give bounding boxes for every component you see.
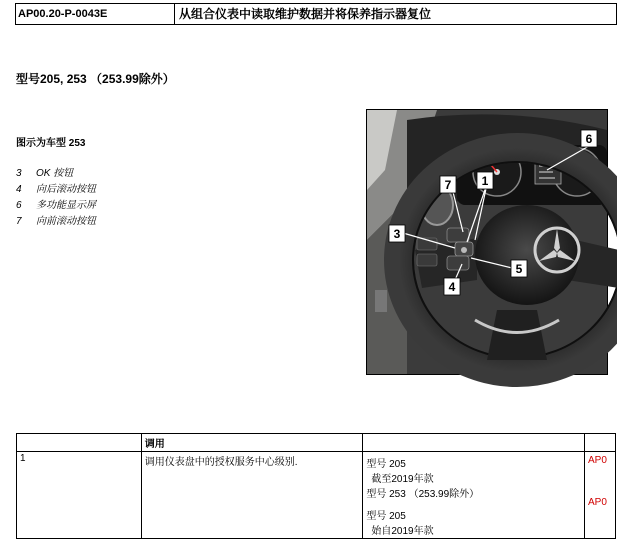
callout-5-number: 5	[515, 262, 523, 276]
model-note: 截至2019年款	[371, 474, 434, 485]
table-header-cell: 调用	[141, 434, 363, 452]
steering-wheel-photo	[366, 109, 608, 375]
document-header	[15, 3, 617, 25]
reference-link[interactable]: AP0	[587, 497, 607, 508]
document-code: AP00.20-P-0043E	[16, 4, 175, 24]
table-header-cell	[363, 434, 585, 452]
legend-number: 7	[16, 216, 22, 227]
document-title: 从组合仪表中读取维护数据并将保养指示器复位	[179, 7, 432, 21]
legend-item	[16, 166, 96, 182]
callout-6	[581, 130, 597, 147]
table-header-cell	[584, 434, 615, 452]
legend-text: OK 按钮	[36, 168, 74, 179]
legend-text: 向前滚动按钮	[36, 216, 96, 227]
callout-7	[440, 176, 456, 193]
table-row	[17, 452, 616, 539]
legend-item	[16, 198, 96, 214]
steering-wheel-illustration	[367, 110, 607, 374]
callout-5	[511, 260, 527, 277]
table-header-cell	[17, 434, 142, 452]
model-note: 始自2019年款	[371, 526, 434, 537]
step-references	[584, 452, 615, 539]
callout-4	[444, 278, 460, 295]
step-number: 1	[17, 452, 142, 539]
legend-number: 3	[16, 168, 22, 179]
table-header-row	[17, 434, 616, 452]
model-applicability: 型号205, 253 （253.99除外）	[16, 72, 175, 86]
procedure-table	[16, 433, 616, 539]
callout-3-number: 3	[393, 227, 401, 241]
figure-legend	[16, 166, 96, 230]
model-line: 型号 205	[366, 459, 406, 470]
callout-6-number: 6	[585, 132, 593, 146]
callout-4-number: 4	[448, 280, 456, 294]
reference-link[interactable]: AP0	[587, 455, 607, 466]
model-line: 型号 253 （253.99除外）	[366, 489, 480, 500]
model-line: 型号 205	[366, 511, 406, 522]
step-models	[363, 452, 585, 539]
callout-1-number: 1	[481, 174, 489, 188]
callout-7-number: 7	[444, 178, 452, 192]
step-action: 调用仪表盘中的授权服务中心级别.	[141, 452, 363, 539]
legend-number: 4	[16, 184, 22, 195]
legend-item	[16, 182, 96, 198]
figure-caption: 图示为车型 253	[16, 138, 86, 149]
callout-3	[389, 225, 405, 242]
legend-number: 6	[16, 200, 22, 211]
legend-text: 向后滚动按钮	[36, 184, 96, 195]
legend-text: 多功能显示屏	[36, 200, 96, 211]
legend-item	[16, 214, 96, 230]
callout-1	[477, 172, 493, 189]
